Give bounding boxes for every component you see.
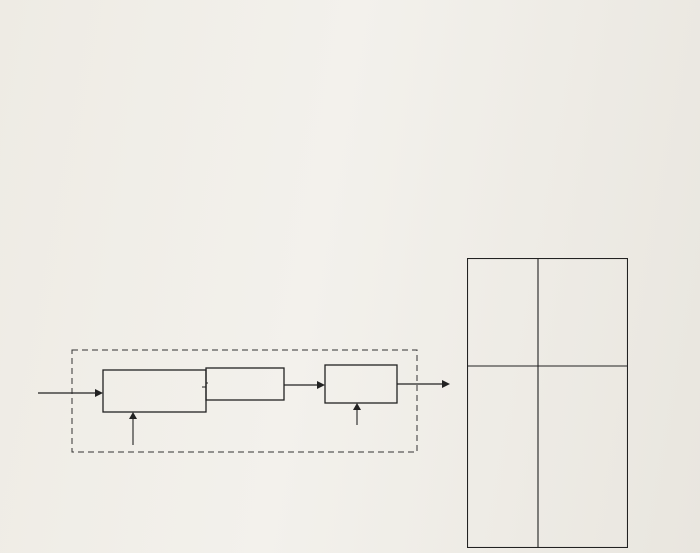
cd-to-dt-connector	[30, 345, 470, 475]
table-q4	[467, 258, 628, 548]
